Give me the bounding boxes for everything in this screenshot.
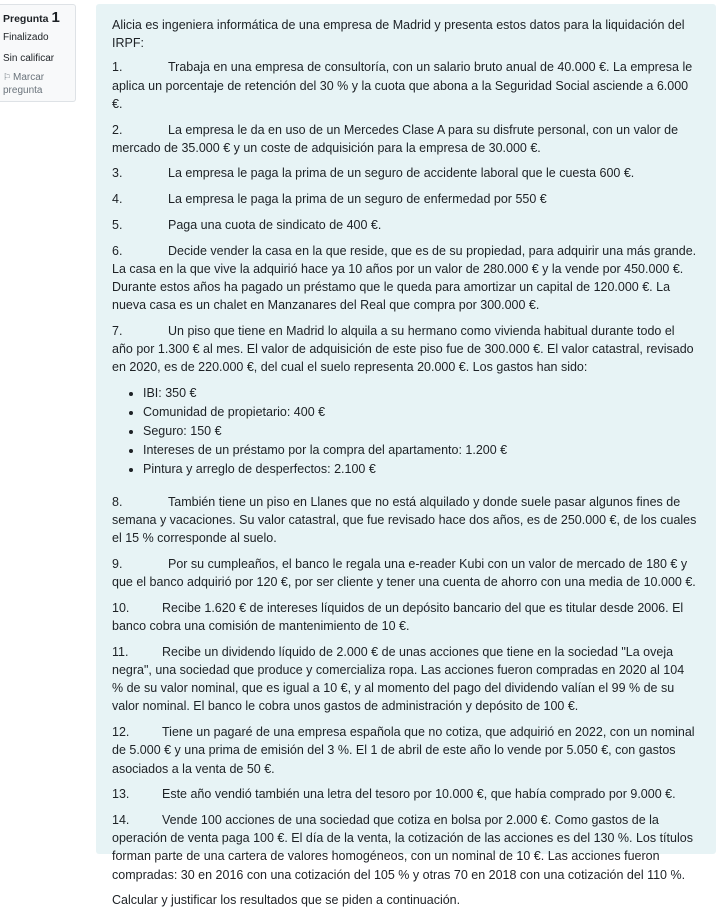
item-2	[112, 121, 698, 157]
question-number-value: 1	[51, 9, 60, 26]
item-number: 14.	[112, 813, 130, 827]
question-number	[3, 11, 71, 26]
item-text: También tiene un piso en Llanes que no está alquilado y donde suele pasar algunos fines de semana y vacaciones. Su valor catastral, que fue revisado hace dos años, es de 250.000 €, de los cuales el 15 % corresponde al suelo.	[112, 494, 697, 546]
item-number: 2.	[112, 122, 123, 137]
item-11	[112, 643, 698, 716]
intro-paragraph: Alicia es ingeniera informática de una empresa de Madrid y presenta estos datos para la liquidación del IRPF:	[112, 18, 685, 51]
item-text: La empresa le paga la prima de un seguro de enfermedad por 550 €	[168, 192, 547, 207]
item-text: Por su cumpleaños, el banco le regala una e-reader Kubi con un valor de mercado de 180 € y que el banco adquirió por 120 €, por ser cliente y tener una cuenta de ahorro con una media de 10.000 €.	[112, 557, 696, 590]
item-text: La empresa le da en uso de un Mercedes Clase A para su disfrute personal, con un valor de mercado de 35.000 € y un coste de adquisición para la empresa de 30.000 €.	[112, 122, 679, 155]
item-1	[112, 58, 698, 113]
item-text: La empresa le paga la prima de un seguro de accidente laboral que le cuesta 600 €.	[168, 166, 635, 181]
item-13	[112, 785, 698, 803]
item-7	[112, 322, 698, 377]
item-9	[112, 555, 698, 591]
item-3	[112, 164, 698, 182]
expenses-list	[112, 384, 698, 479]
item-number: 5.	[112, 217, 123, 232]
question-grade: Sin calificar	[3, 53, 55, 64]
item-number: 3.	[112, 166, 123, 181]
list-item: • Seguro: 150 €	[143, 422, 698, 441]
question-info-panel	[0, 4, 76, 102]
item-4	[112, 190, 698, 208]
item-text: Este año vendió también una letra del tesoro por 10.000 €, que había comprado por 9.000 €.	[162, 787, 676, 802]
item-text: Paga una cuota de sindicato de 400 €.	[168, 217, 382, 232]
list-item: • Intereses de un préstamo por la compra del apartamento: 1.200 €	[143, 441, 698, 460]
item-text: Un piso que tiene en Madrid lo alquila a su hermano como vivienda habitual durante todo el año por 1.300 € al mes. El valor de adquisición de este piso fue de 300.000 €. El valor catastral, revisado en 2020, es de 220.000 €, del cual el suelo representa 20.000 €. Los gastos han sido:	[112, 323, 694, 375]
item-text: Vende 100 acciones de una sociedad que cotiza en bolsa por 2.000 €. Como gastos de la operación de venta paga 100 €. El día de la venta, la cotización de las acciones es del 130 %. Los títulos forman parte de una cartera de valores homogéneos, con un nominal de 10 €. Las acciones fueron compradas: 30 en 2016 con una cotización del 105 % y otras 70 en 2018 con una cotización del 110 %.	[112, 813, 693, 882]
item-text: Decide vender la casa en la que reside, que es de su propiedad, para adquirir una más grande. La casa en la que vive la adquirió hace ya 10 años por un valor de 280.000 € y la vende por 450.000 €. Durante estos años ha pagado un préstamo que le queda para amortizar un capital de 120.000 €. La nueva casa es un chalet en Manzanares del Real que compra por 300.000 €.	[112, 243, 697, 313]
item-10	[112, 599, 698, 635]
list-item: • IBI: 350 €	[143, 384, 698, 403]
item-number: 13.	[112, 787, 130, 802]
question-text	[96, 4, 716, 908]
item-number: 1.	[112, 60, 123, 75]
flag-label: Marcar pregunta	[3, 72, 45, 96]
item-text: Trabaja en una empresa de consultoría, con un salario bruto anual de 40.000 €. La empresa le aplica un porcentaje de retención del 30 % y la cuota que abona a la Seguridad Social asciende a 6.000 €.	[112, 60, 693, 111]
item-number: 12.	[112, 725, 130, 740]
question-label: Pregunta	[3, 13, 49, 25]
item-8	[112, 493, 698, 548]
item-text: Recibe 1.620 € de intereses líquidos de un depósito bancario del que es titular desde 2006. El banco cobra una comisión de mantenimiento de 10 €.	[112, 600, 684, 634]
item-number: 8.	[112, 494, 123, 509]
item-12	[112, 723, 698, 778]
list-item: • Comunidad de propietario: 400 €	[143, 403, 698, 422]
flag-question-link[interactable]	[3, 71, 71, 97]
item-number: 10.	[112, 600, 130, 615]
question-state: Finalizado	[3, 32, 49, 43]
item-number: 7.	[112, 323, 123, 338]
item-5	[112, 216, 698, 234]
item-number: 11.	[112, 644, 129, 659]
item-text: Recibe un dividendo líquido de 2.000 € de unas acciones que tiene en la sociedad "La oveja negra", una sociedad que produce y comercializa ropa. Las acciones fueron compradas en 2020 al 104 % de su valor nominal, que es igual a 10 €, y al momento del pago del dividendo valían el 99 % de su valor nominal. El banco le cobra unos gastos de administración y depósito de 100 €.	[112, 644, 685, 714]
closing-paragraph: Calcular y justificar los resultados que se piden a continuación.	[112, 893, 461, 908]
item-14	[112, 811, 698, 884]
item-number: 9.	[112, 557, 123, 572]
item-6	[112, 242, 698, 315]
item-text: Tiene un pagaré de una empresa española que no cotiza, que adquirió en 2022, con un nominal de 5.000 € y una prima de emisión del 3 %. El 1 de abril de este año lo vende por 5.050 €, con gastos asociados a la venta de 50 €.	[112, 725, 695, 776]
flag-icon: ⚐	[3, 72, 12, 82]
item-number: 4.	[112, 192, 123, 207]
list-item: • Pintura y arreglo de desperfectos: 2.100 €	[143, 460, 698, 479]
item-number: 6.	[112, 243, 123, 258]
